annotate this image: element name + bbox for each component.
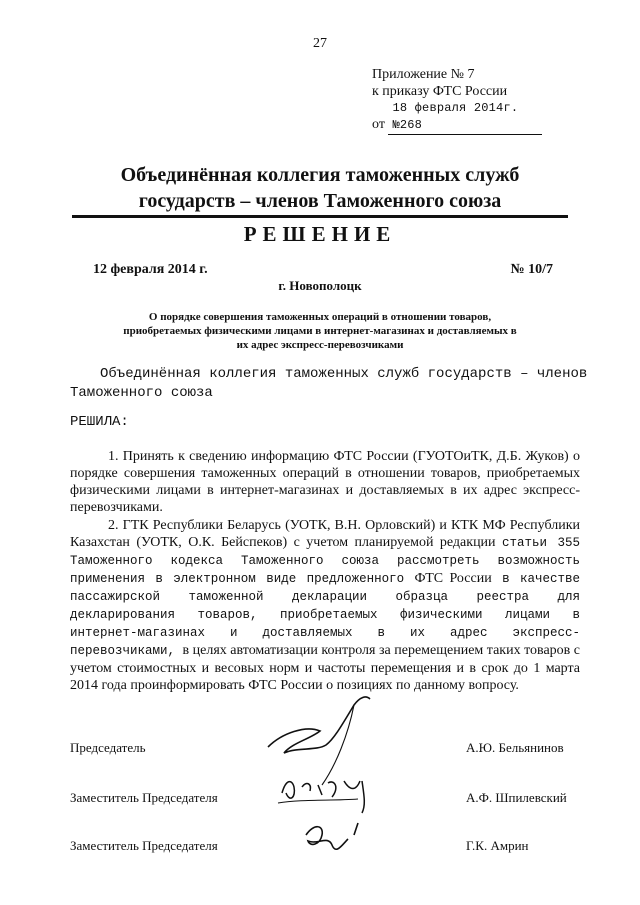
intro-line-1: Объединённая коллегия таможенных служб государств – членов [100,366,588,382]
page-number: 27 [313,36,327,51]
intro-line-2: Таможенного союза [70,385,213,401]
paragraph-2-mono-2: в качестве пассажирской таможенной декларации образца реестра для декларирования товаров, приобретаемых физическими лицами в интернет-магазинах и доставляемых в их адрес экспресс-перевозчиками, [70,572,580,658]
paragraph-1 [70,448,580,516]
signatory-name: А.Ю. Бельянинов [466,740,564,755]
organization-title [0,162,640,214]
decision-city: г. Новополоцк [278,278,362,293]
annex-date-entry: 18 февраля 2014г.№268 [388,100,542,135]
annex-from-label: от [372,117,385,132]
handwritten-signatures [262,695,392,875]
annex-line-1: Приложение № 7 [372,67,475,82]
signatory-title: Заместитель Председателя [70,838,218,853]
annex-block [372,66,542,135]
signature-deputy-2 [306,823,358,849]
paragraph-1-text: 1. Принять к сведению информацию ФТС России (ГУОТОиТК, Д.Б. Жуков) о порядке совершения таможенных операций в отношении товаров, приобретаемых физическими лицами в интернет-магазинах и доставляемых в их адрес экспресс-перевозчиками. [70,449,580,515]
paragraph-2-lead: 2. ГТК Республики Беларусь (УОТК, В.Н. Орловский) и КТК МФ Республики Казахстан (УОТК, О.К. Бейспеков) с учетом планируемой редакции [70,518,580,550]
annex-line-2: к приказу ФТС России [372,84,508,99]
signatory-title: Председатель [70,740,146,755]
signatory-title: Заместитель Председателя [70,790,218,805]
annex-line-3 [372,100,542,135]
signatory-name: А.Ф. Шпилевский [466,790,567,805]
header-divider [72,215,568,218]
signature-drawing [262,695,392,875]
resolved-label: РЕШИЛА: [70,414,129,430]
signature-chairman [268,697,370,753]
paragraph-2-mid: ФТС России [414,571,492,586]
paragraph-2 [70,517,580,694]
decision-subject: О порядке совершения таможенных операций в отношении товаров, приобретаемых физическими лицами в интернет-магазинах и доставляемых в их адрес экспресс-перевозчиками [123,311,517,351]
signature-deputy-1 [282,781,364,813]
decision-title: РЕШЕНИЕ [243,222,397,246]
intro-paragraph [70,365,590,403]
paragraph-2-mono: статьи 355 Таможенного кодекса Таможенного союза рассмотреть возможность применения в электронном виде предложенного [70,536,580,586]
decision-date: 12 февраля 2014 г. [93,262,208,277]
signature-deputy-1-underline [278,799,358,803]
organization-line-2: государств – членов Таможенного союза [138,190,502,212]
organization-line-1: Объединённая коллегия таможенных служб [120,164,520,186]
signatory-name: Г.К. Амрин [466,838,529,853]
decision-number: № 10/7 [510,262,553,277]
paragraph-2-tail: в целях автоматизации контроля за перемещением таких товаров с учетом стоимостных и весовых норм и частоты перемещения и в срок до 1 марта 2014 года проинформировать ФТС России о позициях по данному вопросу. [70,643,580,693]
